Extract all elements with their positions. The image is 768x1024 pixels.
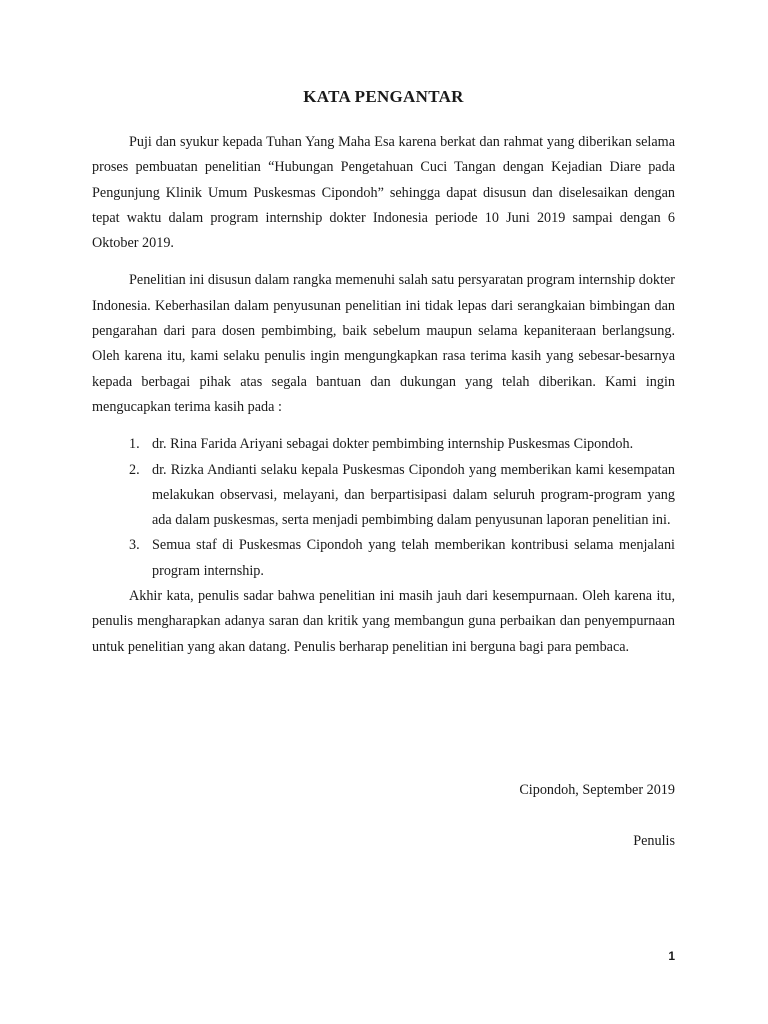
list-item-text: dr. Rina Farida Ariyani sebagai dokter pembimbing internship Puskesmas Cipondoh. bbox=[152, 436, 634, 453]
acknowledgement-list bbox=[92, 432, 675, 584]
list-item bbox=[92, 432, 675, 457]
list-item-number: 3. bbox=[129, 537, 140, 554]
document-page bbox=[92, 86, 675, 660]
list-item-number: 1. bbox=[129, 436, 140, 453]
page-title: KATA PENGANTAR bbox=[303, 87, 464, 106]
list-item-number: 2. bbox=[129, 461, 140, 478]
paragraph-closing: Akhir kata, penulis sadar bahwa penelitian ini masih jauh dari kesempurnaan. Oleh karena itu, penulis mengharapkan adanya saran dan kritik yang membangun guna perbaikan dan penyempurnaan untuk penelitian yang akan datang. Penulis berharap penelitian ini berguna bagi para pembaca. bbox=[92, 588, 675, 655]
page-number: 1 bbox=[668, 949, 675, 963]
author-signature: Penulis bbox=[633, 833, 675, 849]
list-item-text: Semua staf di Puskesmas Cipondoh yang telah memberikan kontribusi selama menjalani program internship. bbox=[152, 537, 675, 579]
list-item bbox=[92, 458, 675, 534]
list-item bbox=[92, 533, 675, 584]
place-date: Cipondoh, September 2019 bbox=[519, 782, 675, 798]
paragraph-intro: Puji dan syukur kepada Tuhan Yang Maha Esa karena berkat dan rahmat yang diberikan selama proses pembuatan penelitian “Hubungan Pengetahuan Cuci Tangan dengan Kejadian Diare pada Pengunjung Klinik Umum Puskesmas Cipondoh” sehingga dapat disusun dan diselesaikan dengan tepat waktu dalam program internship dokter Indonesia periode 10 Juni 2019 sampai dengan 6 Oktober 2019. bbox=[92, 134, 675, 252]
list-item-text: dr. Rizka Andianti selaku kepala Puskesmas Cipondoh yang memberikan kami kesempatan melakukan observasi, melayani, dan berpartisipasi dalam seluruh program-program yang ada dalam puskesmas, serta menjadi pembimbing dalam penyusunan laporan penelitian ini. bbox=[152, 461, 675, 529]
paragraph-purpose: Penelitian ini disusun dalam rangka memenuhi salah satu persyaratan program internship dokter Indonesia. Keberhasilan dalam penyusunan penelitian ini tidak lepas dari serangkaian bimbingan dan pengarahan dari para dosen pembimbing, baik sebelum maupun selama kepaniteraan berlangsung. Oleh karena itu, kami selaku penulis ingin mengungkapkan rasa terima kasih yang sebesar-besarnya kepada berbagai pihak atas segala bantuan dan dukungan yang telah diberikan. Kami ingin mengucapkan terima kasih pada : bbox=[92, 272, 675, 415]
